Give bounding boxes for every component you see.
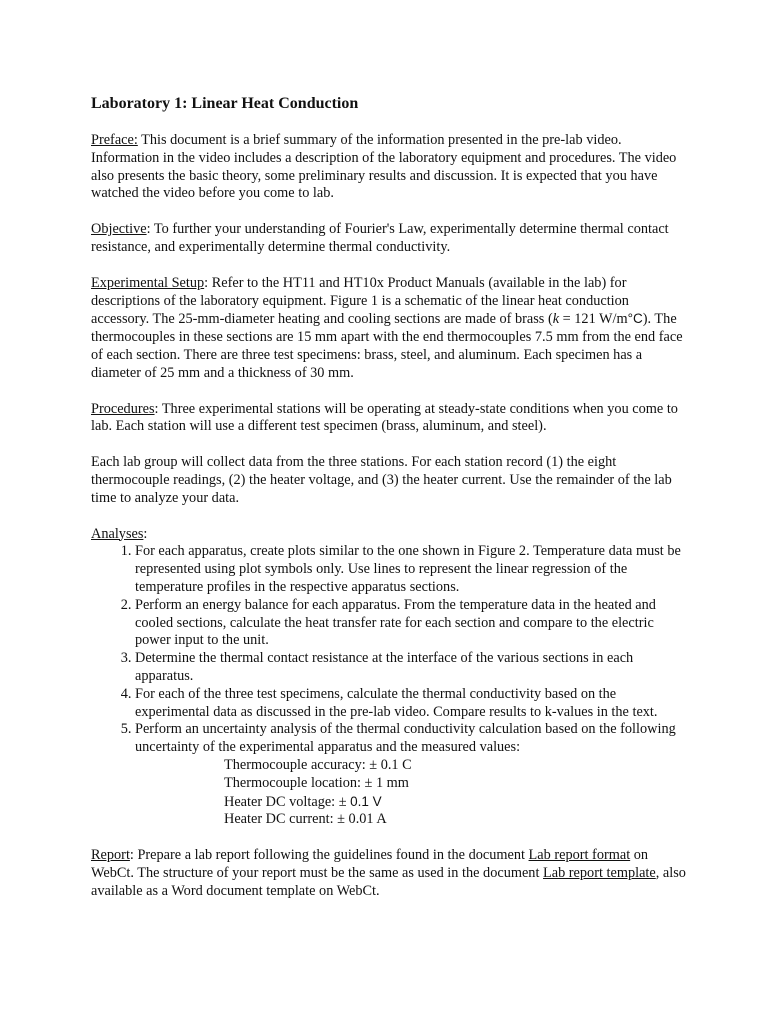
report-paragraph [91, 847, 688, 900]
report-text-c: , also available as a Word document template on WebCt. [91, 864, 686, 899]
thermocouple-accuracy: Thermocouple accuracy: ± 0.1 C [224, 756, 412, 773]
list-item: 2. Perform an energy balance for each apparatus. From the temperature data in the heated and cooled sections, calculate the heat transfer rate for each section and compare to the electric power input to the unit. [135, 597, 688, 650]
report-label: Report [91, 847, 130, 864]
setup-text-b: = 121 W/m [559, 311, 628, 328]
preface-text: This document is a brief summary of the information presented in the pre-lab video. Information in the video includes a description of the laboratory equipment and procedures. The video also presents the basic theory, some preliminary results and discussion. It is expected that you have watched the video before you come to lab. [91, 132, 677, 202]
heater-current: Heater DC current: ± 0.01 A [224, 811, 387, 828]
objective-paragraph [91, 221, 688, 257]
objective-text: : To further your understanding of Fourier's Law, experimentally determine thermal contact resistance, and experimentally determine thermal conductivity. [91, 221, 669, 255]
list-item: 3. Determine the thermal contact resistance at the interface of the various sections in each apparatus. [135, 650, 688, 686]
analyses-label: Analyses [91, 525, 144, 542]
analyses-list [91, 543, 688, 829]
preface-paragraph [91, 132, 688, 203]
setup-paragraph [91, 275, 688, 383]
unit-symbol: °C [627, 311, 643, 327]
analyses-heading [91, 526, 688, 544]
list-item-text: Perform an uncertainty analysis of the thermal conductivity calculation based on the following uncertainty of the experimental apparatus and the measured values: [135, 721, 676, 756]
procedures-text: : Three experimental stations will be operating at steady-state conditions when you come to lab. Each station will use a different test specimen (brass, aluminum, and steel). [91, 400, 678, 435]
uncertainty-list [135, 757, 688, 829]
thermocouple-location: Thermocouple location: ± 1 mm [224, 774, 409, 791]
procedures-paragraph [91, 401, 688, 437]
collect-paragraph: Each lab group will collect data from the three stations. For each station record (1) the eight thermocouple readings, (2) the heater voltage, and (3) the heater current. Use the remainder of the lab time to analyze your data. [91, 454, 672, 506]
setup-label: Experimental Setup [91, 274, 205, 291]
objective-label: Objective [91, 221, 147, 238]
setup-text-a: : Refer to the HT11 and HT10x Product Manuals (available in the lab) for descriptions of the laboratory equipment. Figure 1 is a schematic of the linear heat conduction accessory. The 25-mm-diameter heating and cooling sections are made of brass ( [91, 274, 629, 328]
report-text-a: : Prepare a lab report following the guidelines found in the document [129, 847, 529, 864]
list-item [135, 721, 688, 829]
lab-report-template-link[interactable]: Lab report template [543, 864, 656, 881]
list-item: 1. For each apparatus, create plots similar to the one shown in Figure 2. Temperature data must be represented using plot symbols only. Use lines to represent the linear regression of the temperature profiles in the respective apparatus sections. [135, 543, 688, 596]
report-text-b: on WebCt. The structure of your report must be the same as used in the document [91, 847, 649, 881]
analyses-colon: : [143, 525, 148, 542]
setup-text-c: ). The thermocouples in these sections are 15 mm apart with the end thermocouples 7.5 mm from the end face of each section. There are three test specimens: brass, steel, and aluminum. Each specimen has a diameter of 25 mm and a thickness of 30 mm. [91, 311, 683, 381]
procedures-label: Procedures [91, 400, 155, 417]
lab-report-format-link[interactable]: Lab report format [528, 847, 631, 864]
k-symbol: k [552, 311, 560, 328]
page-title: Laboratory 1: Linear Heat Conduction [91, 95, 359, 112]
heater-voltage [224, 793, 688, 812]
heater-voltage-value: 0.1 V [350, 793, 382, 809]
list-item: 4. For each of the three test specimens, calculate the thermal conductivity based on the experimental data as discussed in the pre-lab video. Compare results to k-values in the text. [135, 686, 688, 722]
preface-label: Preface: [91, 132, 138, 148]
heater-voltage-label: Heater DC voltage: ± [224, 793, 351, 810]
